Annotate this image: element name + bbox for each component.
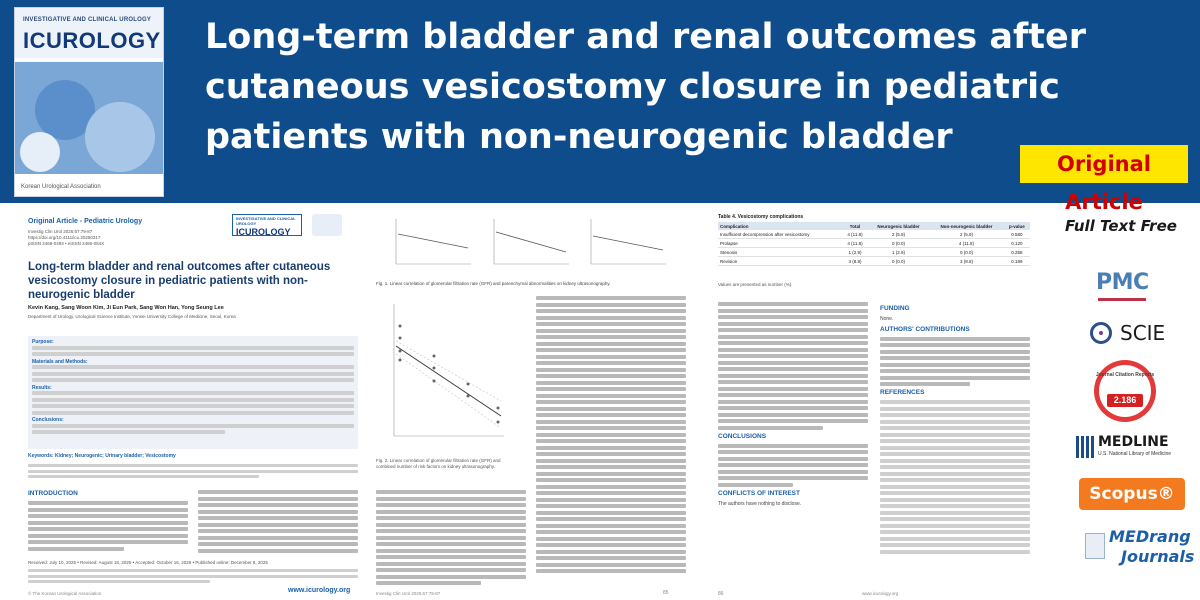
text-line [376,503,526,507]
text-line [198,510,358,514]
table-note: Values are presented as number (%). [718,282,793,287]
text-line [880,369,1030,373]
data-point [399,359,402,362]
section-heading-contributions: AUTHORS' CONTRIBUTIONS [880,325,970,333]
text-line [536,413,686,417]
data-point [433,355,436,358]
text-line [376,516,526,520]
abstract-label: Results: [32,384,52,391]
text-line [718,426,823,430]
text-line [536,348,686,352]
section-heading-funding: FUNDING [880,305,910,312]
text-column [198,490,358,555]
text-line [880,356,1030,360]
data-point [467,395,470,398]
reference-line [880,439,1030,443]
meta-line: pISSN 2466-0493 • eISSN 2466-054X [28,241,105,246]
article-type-badge: Original Article [1020,145,1188,183]
reference-line [880,498,1030,502]
text-line [32,411,354,415]
table-cell: Insufficient decompression after vesicostomy [718,230,842,239]
received-dates: Received: July 10, 2025 • Revised: August 18, 2025 • Accepted: October 16, 2025 • Published online: December 8, 2025 [28,560,268,565]
text-line [536,355,686,359]
table-cell: 2 (5.9) [929,230,1003,239]
paper-title: Long-term bladder and renal outcomes after cutaneous vesicostomy closure in pediatric patients with non-neurogenic bladder [28,261,331,301]
text-line [718,354,868,358]
table-cell: 0.120 [1004,239,1030,248]
text-line [718,450,868,454]
text-line [32,372,354,376]
text-line [536,550,686,554]
reference-line [880,543,1030,547]
reference-line [880,446,1030,450]
meta-line: https://doi.org/10.4111/icu.20250317 [28,235,101,240]
text-line [880,337,1030,341]
affiliation: Department of Urology, Urological Science Institute, Yonsei University College of Medicine, Seoul, Korea [28,314,236,319]
text-line [536,426,686,430]
text-line [718,457,868,461]
text-line [28,580,210,583]
table-cell: 2 (5.9) [868,230,930,239]
page-title: Long-term bladder and renal outcomes after cutaneous vesicostomy closure in pediatric patients with non-neurogenic bladder [205,17,1086,157]
text-line [536,387,686,391]
text-line [198,490,358,494]
text-line [536,543,686,547]
journal-wordmark: ICUROLOGY [236,227,291,237]
text-line [32,365,354,369]
section-heading-conclusions: CONCLUSIONS [718,432,767,440]
text-line [718,419,868,423]
figure-1-caption: Fig. 1. Linear correlation of glomerular filtration rate (GFR) and parenchymal abnormalities on kidney ultrasonography. [376,281,611,286]
text-line [376,542,526,546]
text-line [718,348,868,352]
paper-page-2[interactable] [368,208,698,600]
text-line [718,367,868,371]
data-point [433,367,436,370]
text-line [718,483,793,487]
figure-1-panel-b [494,219,569,264]
reference-line [880,517,1030,521]
reference-line [880,550,1030,554]
keywords: Keywords: Kidney; Neurogenic; Urinary bladder; Vesicostomy [28,453,176,459]
text-line [376,523,526,527]
journal-logo [232,214,302,236]
text-line [718,413,868,417]
text-line [376,510,526,514]
section-heading: INTRODUCTION [28,490,78,497]
text-line [536,296,686,300]
medrang-book-icon [1085,533,1105,559]
medline-subtitle: U.S. National Library of Medicine [1098,451,1172,457]
text-line [376,562,526,566]
reference-line [880,524,1030,528]
text-line [198,549,358,553]
cover-artwork [15,62,163,174]
reference-line [880,478,1030,482]
figure-1-chart [376,214,676,278]
text-line [536,420,686,424]
text-line [198,503,358,507]
data-point [399,337,402,340]
text-line [718,476,868,480]
table-cell: 0.189 [1004,257,1030,266]
text-line [718,393,868,397]
text-line [718,444,868,448]
text-line [718,322,868,326]
paper-page-3[interactable] [712,208,1034,600]
text-line [718,328,868,332]
pmc-text: PMC [1096,270,1149,295]
text-line [376,549,526,553]
table-row [718,257,1030,266]
table-cell: 3 (8.8) [929,257,1003,266]
medline-logo[interactable] [1076,432,1186,464]
table-cell: 0 (0.0) [868,257,930,266]
reference-line [880,426,1030,430]
table-cell: Prolapse [718,239,842,248]
scie-text: SCIE [1120,321,1166,345]
abstract-label: Conclusions: [32,417,64,423]
text-line [536,368,686,372]
text-line [536,452,686,456]
text-line [718,463,868,467]
text-line [536,478,686,482]
table-cell: 4 (11.8) [842,239,868,248]
text-line [28,514,188,518]
figure-2-chart [376,296,508,456]
text-line [536,537,686,541]
complications-table [718,222,1030,266]
full-text-free-label: Full Text Free [1065,217,1177,235]
medrang-text: MEDrang [1109,527,1191,546]
medrang-journals-logo[interactable] [1085,527,1195,571]
reference-line [880,530,1030,534]
reference-line [880,472,1030,476]
text-line [880,350,1030,354]
journals-text: Journals [1121,547,1195,566]
table-row [718,248,1030,257]
pmc-logo[interactable] [1092,264,1158,308]
table-header: Non-neurogenic bladder [929,222,1003,230]
text-line [376,490,526,494]
text-line [32,424,354,428]
text-line [376,568,526,572]
data-point [497,407,500,410]
medline-bars-icon [1076,436,1094,458]
section-heading-conflicts: CONFLICTS OF INTEREST [718,489,800,497]
table-row [718,230,1030,239]
table-cell: 1 (2.9) [868,248,930,257]
text-line [28,575,358,578]
journal-series: INVESTIGATIVE AND CLINICAL UROLOGY [236,216,296,226]
abstract-label: Purpose: [32,339,54,345]
reference-line [880,537,1030,541]
text-line [718,341,868,345]
text-line [536,394,686,398]
text-line [32,352,354,356]
text-line [28,521,188,525]
journal-url[interactable]: www.icurology.org [288,587,351,594]
text-line [880,363,1030,367]
table-cell: 4 (11.8) [929,239,1003,248]
text-line [536,485,686,489]
reference-line [880,407,1030,411]
text-line [880,376,1030,380]
text-line [536,569,686,573]
text-line [718,400,868,404]
text-line [536,439,686,443]
pmc-underline [1098,298,1146,301]
text-line [28,569,358,572]
table-cell: 0.580 [1004,230,1030,239]
text-line [28,534,188,538]
text-line [28,508,188,512]
trend-line [396,346,501,416]
table-header-row [718,222,1030,230]
text-line [28,475,259,478]
ci-upper [396,341,501,401]
conflicts-text: The authors have nothing to disclose. [718,500,802,507]
impact-factor-badge[interactable] [1094,360,1156,422]
figure-2-caption: Fig. 2. Linear correlation of glomerular filtration rate (GFR) and combined number of risk factors on kidney ultrasonography. [376,458,501,469]
text-line [536,407,686,411]
text-line [536,504,686,508]
reference-line [880,491,1030,495]
impact-value: 2.186 [1107,394,1143,407]
data-point [467,383,470,386]
text-column [880,302,1030,556]
text-line [376,581,481,585]
cover-logo: ICUROLOGY [23,28,161,53]
data-point [497,421,500,424]
table-cell: 4 (11.8) [842,230,868,239]
text-line [198,542,358,546]
text-line [376,529,526,533]
text-column [536,296,686,576]
text-line [718,315,868,319]
journal-url[interactable]: www.icurology.org [862,591,899,596]
cover-publisher: Korean Urological Association [21,184,101,190]
figure-1-panel-c [591,219,666,264]
page-footer [28,560,358,586]
table-cell: 0 (0.0) [929,248,1003,257]
text-line [32,391,354,395]
scie-logo[interactable] [1090,318,1170,348]
text-line [718,470,868,474]
text-line [28,540,188,544]
text-line [198,523,358,527]
text-line [536,472,686,476]
figure-1-panel-a [396,219,471,264]
data-point [399,350,402,353]
text-line [718,387,868,391]
text-line [536,446,686,450]
license-text [28,464,358,481]
text-line [536,361,686,365]
impact-label: Journal Citation Reports [1095,372,1155,378]
page-footer: Investig Clin Urol 2026;67:79-87 [376,591,441,596]
text-line [718,374,868,378]
author-list: Kevin Kang, Sang Woon Kim, Ji Eun Park, Sang Won Han, Yong Seung Lee [28,305,224,311]
data-point [399,325,402,328]
text-line [32,404,354,408]
text-line [536,381,686,385]
text-line [536,556,686,560]
abstract-box [28,336,358,449]
text-line [536,303,686,307]
table-caption: Table 4. Vesicostomy complications [718,214,804,220]
section-heading-references: REFERENCES [880,389,925,396]
table-row [718,239,1030,248]
cover-series: INVESTIGATIVE AND CLINICAL UROLOGY [23,17,152,23]
data-point [433,380,436,383]
text-line [536,498,686,502]
text-line [198,516,358,520]
text-line [28,547,124,551]
reference-line [880,485,1030,489]
text-line [536,316,686,320]
table-cell: 3 (8.8) [842,257,868,266]
text-line [376,575,526,579]
text-line [718,309,868,313]
text-line [536,511,686,515]
abstract-label: Materials and Methods: [32,358,88,365]
table-cell: 0.258 [1004,248,1030,257]
scopus-logo[interactable]: Scopus® [1079,478,1185,510]
table-header: Neurogenic bladder [868,222,930,230]
text-line [536,309,686,313]
funding-text: None. [880,316,894,322]
reference-line [880,504,1030,508]
table-cell: 0 (0.0) [868,239,930,248]
text-line [718,380,868,384]
text-line [198,497,358,501]
text-line [536,329,686,333]
reference-line [880,413,1030,417]
section-label: Original Article - Pediatric Urology [28,218,143,225]
reference-line [880,400,1030,404]
clarivate-icon [1090,322,1112,344]
table-header: Complication [718,222,842,230]
medline-text: MEDLINE [1098,434,1169,450]
reference-line [880,459,1030,463]
table-cell: 1 (2.9) [842,248,868,257]
text-line [198,529,358,533]
text-line [376,536,526,540]
text-line [32,398,354,402]
text-line [718,406,868,410]
header-banner [0,0,1200,214]
text-line [536,322,686,326]
text-line [536,530,686,534]
text-line [376,497,526,501]
text-line [198,536,358,540]
text-line [28,527,188,531]
meta-line: Investig Clin Urol 2026;67:79-87 [28,229,93,234]
reference-line [880,433,1030,437]
text-line [536,400,686,404]
text-line [28,501,188,505]
reference-line [880,465,1030,469]
text-line [28,470,358,473]
text-column [376,490,526,588]
text-line [32,346,354,350]
page-number: 85 [663,590,669,596]
ci-lower [396,354,501,428]
text-line [718,302,868,306]
text-line [536,524,686,528]
reference-line [880,420,1030,424]
reference-line [880,511,1030,515]
text-line [32,430,225,434]
text-line [536,342,686,346]
table-header: Total [842,222,868,230]
copyright: © The Korean Urological Association [28,591,102,596]
text-column [28,501,188,553]
text-column [718,302,868,507]
text-line [880,343,1030,347]
association-seal-icon [312,214,342,236]
text-line [536,335,686,339]
text-line [536,465,686,469]
paper-page-1[interactable] [22,208,367,600]
text-line [536,491,686,495]
text-line [536,374,686,378]
table-header: p-value [1004,222,1030,230]
text-line [32,378,354,382]
text-line [718,335,868,339]
text-line [536,563,686,567]
text-line [28,464,358,467]
table-cell: Stenosis [718,248,842,257]
text-line [880,382,970,386]
reference-line [880,452,1030,456]
journal-cover-image[interactable] [14,7,164,197]
page-number: 86 [718,591,724,597]
text-line [536,459,686,463]
text-line [376,555,526,559]
text-line [536,517,686,521]
table-cell: Revision [718,257,842,266]
article-meta [28,229,218,247]
text-line [718,361,868,365]
text-line [536,433,686,437]
